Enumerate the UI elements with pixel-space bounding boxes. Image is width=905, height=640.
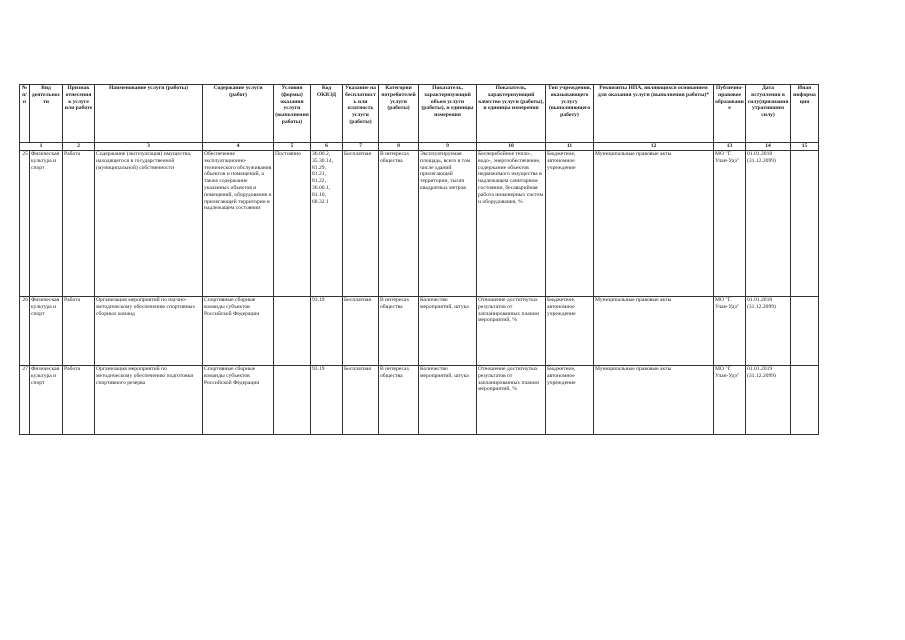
header-cell: Показатель, характеризующий объем услуги (работы), и единицы измерения: [419, 85, 477, 143]
service-name-cell: Организация мероприятий по методическому обеспечению подготовки спортивного резерва: [95, 366, 203, 435]
service-name-cell: Содержание (эксплуатация) имущества, находящегося в государственной (муниципальной) собственности: [95, 151, 203, 297]
entity-cell: МО "Г. Улан-Удэ": [714, 151, 746, 297]
okved-cell: 36.00.2, 35.30.14, 81.29, 81.21, 81.22, 36.00.1, 81.10, 68.32.1: [311, 151, 343, 297]
institution-cell: Бюджетное, автономное учреждение: [546, 366, 594, 435]
paid-cell: Бесплатная: [343, 297, 379, 366]
consumers-cell: В интересах общества: [379, 151, 419, 297]
other-cell: [791, 297, 819, 366]
column-number-cell: 10: [477, 143, 546, 151]
activity-cell: Физическая культура и спорт: [30, 297, 63, 366]
consumers-cell: В интересах общества: [379, 297, 419, 366]
column-number-cell: 2: [63, 143, 95, 151]
okved-cell: 93.19: [311, 366, 343, 435]
row-number: 25: [20, 151, 30, 297]
header-cell: Признак отнесения к услуге или работе: [63, 85, 95, 143]
volume-cell: Количество мероприятий, штука: [419, 366, 477, 435]
header-cell: Иная информация: [791, 85, 819, 143]
conditions-cell: [274, 297, 311, 366]
paid-cell: Бесплатная: [343, 366, 379, 435]
volume-cell: Эксплуатируемая площадь, всего в том числе зданий прилегающей территории, тысяч квадратных метров: [419, 151, 477, 297]
header-cell: Условия (формы) оказания услуги (выполнения работы): [274, 85, 311, 143]
quality-cell: Отношение достигнутых результатов от запланированных планом мероприятий, %: [477, 366, 546, 435]
date-cell: 01.01.2018 (31.12.2099): [746, 297, 791, 366]
column-number-cell: 11: [546, 143, 594, 151]
header-cell: Категории потребителей услуги (работы): [379, 85, 419, 143]
type-cell: Работа: [63, 366, 95, 435]
conditions-cell: Постоянно: [274, 151, 311, 297]
header-cell: Вид деятельности: [30, 85, 63, 143]
row-number: 27: [20, 366, 30, 435]
column-number-cell: 15: [791, 143, 819, 151]
header-cell: Указание на бесплатность или платность услуги (работы): [343, 85, 379, 143]
activity-cell: Физическая культура и спорт: [30, 366, 63, 435]
header-cell: Публично-правовое образование: [714, 85, 746, 143]
date-cell: 01.01.2018 (31.12.2099): [746, 151, 791, 297]
column-number-cell: 6: [311, 143, 343, 151]
column-number-cell: 3: [95, 143, 203, 151]
paid-cell: Бесплатная: [343, 151, 379, 297]
npa-cell: Муниципальные правовые акты: [594, 366, 714, 435]
quality-cell: Бесперебойное тепло-, водо-, энергообеспечение, содержание объектов недвижимого имущества в надлежащем санитарном состоянии, бесаварийная работа инженерных систем и оборудования, %: [477, 151, 546, 297]
type-cell: Работа: [63, 297, 95, 366]
header-row: [20, 85, 819, 143]
service-name-cell: Организация мероприятий по научно-методическому обеспечению спортивных сборных команд: [95, 297, 203, 366]
date-cell: 01.01.2019 (31.12.2099): [746, 366, 791, 435]
header-cell: Наименование услуги (работы): [95, 85, 203, 143]
column-number-cell: 5: [274, 143, 311, 151]
other-cell: [791, 366, 819, 435]
npa-cell: Муниципальные правовые акты: [594, 297, 714, 366]
volume-cell: Количество мероприятий, штука: [419, 297, 477, 366]
column-number-cell: 12: [594, 143, 714, 151]
header-cell: Содержание услуги (работ): [203, 85, 274, 143]
table-row: [20, 297, 819, 366]
services-registry-table: [19, 84, 819, 435]
consumers-cell: В интересах общества: [379, 366, 419, 435]
other-cell: [791, 151, 819, 297]
header-cell: № п/п: [20, 85, 30, 143]
header-cell: Дата вступления в силу(признания утратившим силу): [746, 85, 791, 143]
activity-cell: Физическая культура и спорт: [30, 151, 63, 297]
entity-cell: МО "Г. Улан-Удэ": [714, 297, 746, 366]
column-number-cell: 8: [379, 143, 419, 151]
type-cell: Работа: [63, 151, 95, 297]
content-cell: Спортивные сборные команды субъектов Российской Федерации: [203, 297, 274, 366]
conditions-cell: [274, 366, 311, 435]
table-row: [20, 366, 819, 435]
column-number-cell: 13: [714, 143, 746, 151]
column-number-row: [20, 143, 819, 151]
column-number-cell: 7: [343, 143, 379, 151]
header-cell: Код ОКВЭД: [311, 85, 343, 143]
column-number-cell: 1: [20, 143, 63, 151]
header-cell: Реквизиты НПА, являющихся основанием для оказания услуги (выполнения работы)*: [594, 85, 714, 143]
okved-cell: 93.19: [311, 297, 343, 366]
column-number-cell: 9: [419, 143, 477, 151]
row-number: 26: [20, 297, 30, 366]
header-cell: Тип учреждения, оказывающего услугу (выполняющего работу): [546, 85, 594, 143]
entity-cell: МО "Г. Улан-Удэ": [714, 366, 746, 435]
npa-cell: Муниципальные правовые акты: [594, 151, 714, 297]
table-row: [20, 151, 819, 297]
column-number-cell: 4: [203, 143, 274, 151]
institution-cell: Бюджетное, автономное учреждение: [546, 151, 594, 297]
header-cell: Показатель, характеризующий качество услуги (работы), и единицы измерения: [477, 85, 546, 143]
content-cell: Обеспечение эксплуатационно-технического обслуживания объектов и помещений, а также содержание указанных объектов и помещений, оборудования и прилегающей территории в надлежащем состоянии: [203, 151, 274, 297]
content-cell: Спортивные сборные команды субъектов Российской Федерации: [203, 366, 274, 435]
column-number-cell: 14: [746, 143, 791, 151]
institution-cell: Бюджетное, автономное учреждение: [546, 297, 594, 366]
quality-cell: Отношение достигнутых результатов от запланированных планом мероприятий, %: [477, 297, 546, 366]
